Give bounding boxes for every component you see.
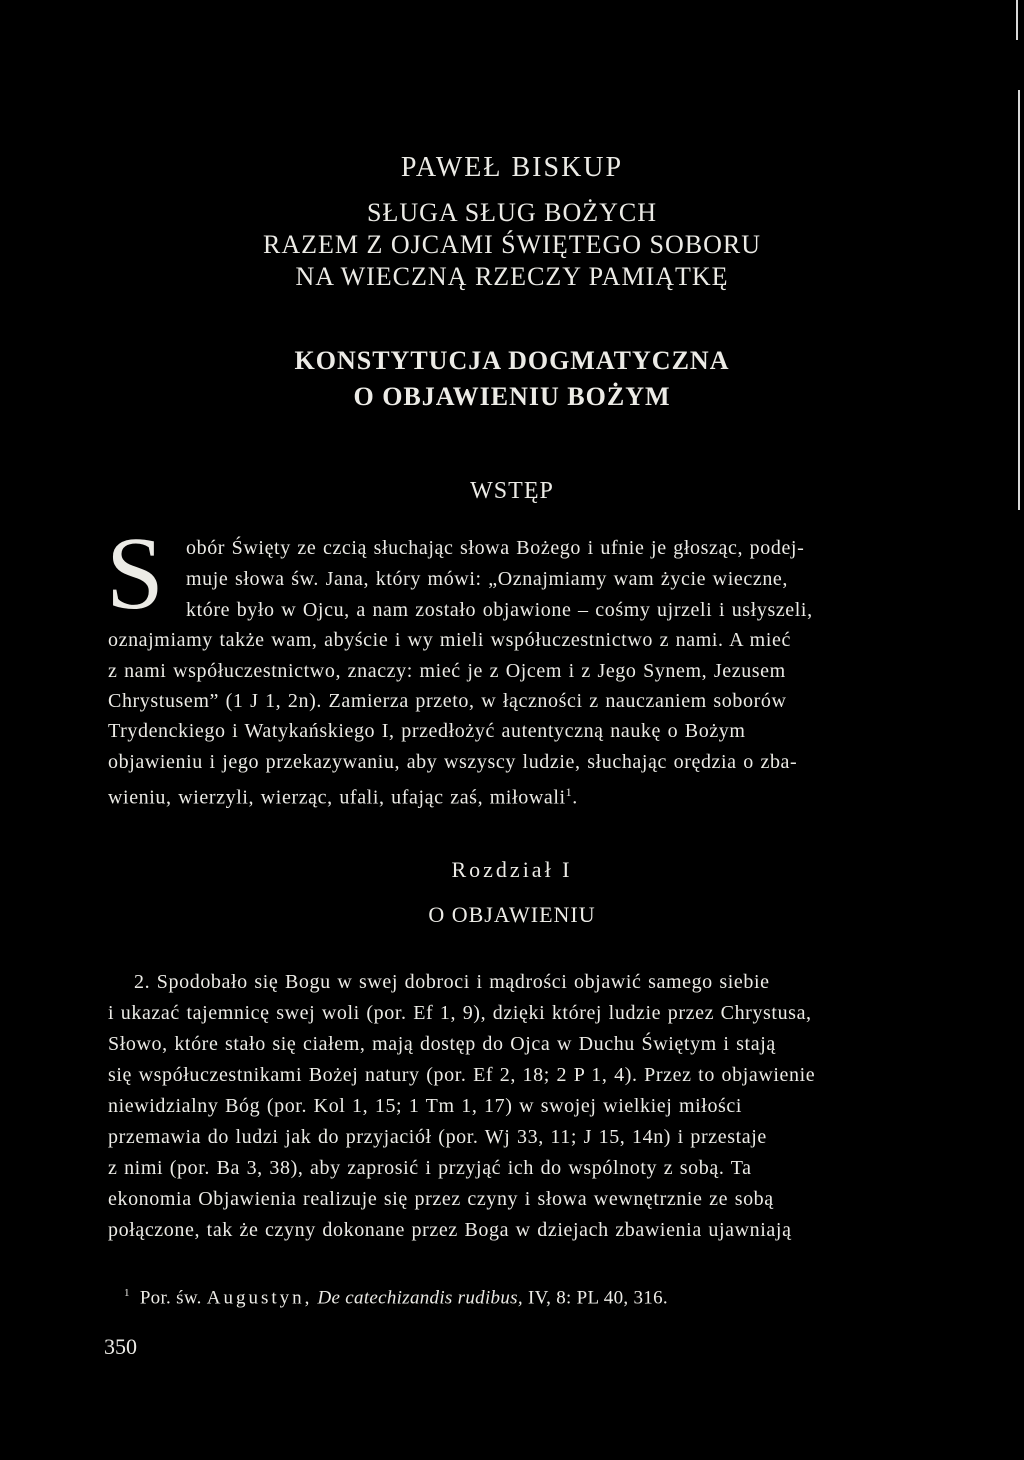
- footnote-work: De catechizandis rudibus,: [317, 1287, 523, 1309]
- chapter-line-3: Słowo, które stało się ciałem, mają dostęp do Ojca w Duchu Świętym i stają: [108, 1033, 776, 1055]
- intro-line-2: muje słowa św. Jana, który mówi: „Oznajmiamy wam życie wieczne,: [186, 568, 788, 590]
- chapter-line-2: i ukazać tajemnicę swej woli (por. Ef 1, 9), dzięki której ludzie przez Chrystusa,: [108, 1002, 812, 1024]
- intro-line-6: Chrystusem” (1 J 1, 2n). Zamierza przeto, w łączności z nauczaniem soborów: [108, 690, 787, 712]
- subtitle-line-2: RAZEM Z OJCAMI ŚWIĘTEGO SOBORU: [263, 230, 761, 259]
- intro-line-3: które było w Ojcu, a nam zostało objawione – cośmy ujrzeli i usłyszeli,: [186, 599, 813, 621]
- chapter-line-9: połączone, tak że czyny dokonane przez Boga w dziejach zbawienia ujawniają: [108, 1219, 792, 1241]
- intro-line-4: oznajmiamy także wam, abyście i wy mieli współuczestnictwo z nami. A mieć: [108, 629, 791, 651]
- footnote-citation: IV, 8: PL 40, 316.: [527, 1287, 668, 1309]
- intro-line-1: obór Święty ze czcią słuchając słowa Bożego i ufnie je głosząc, podej-: [186, 537, 805, 559]
- chapter-line-7: z nimi (por. Ba 3, 38), aby zaprosić i przyjąć ich do wspólnoty z sobą. Ta: [108, 1157, 752, 1179]
- footnote-number: 1: [124, 1287, 130, 1299]
- author-heading: PAWEŁ BISKUP: [400, 152, 624, 183]
- page-number: 350: [104, 1334, 137, 1359]
- intro-line-9-period: .: [572, 786, 578, 809]
- chapter-line-5: niewidzialny Bóg (por. Kol 1, 15; 1 Tm 1, 17) w swojej wielkiej miłości: [108, 1095, 743, 1117]
- chapter-line-1: 2. Spodobało się Bogu w swej dobroci i mądrości objawić samego siebie: [134, 971, 770, 993]
- intro-line-7: Trydenckiego i Watykańskiego I, przedłożyć autentyczną naukę o Bożym: [108, 720, 746, 742]
- chapter-label: Rozdział I: [451, 857, 573, 882]
- drop-cap: S: [106, 516, 164, 631]
- intro-line-9: [108, 780, 578, 810]
- chapter-line-6: przemawia do ludzi jak do przyjaciół (por. Wj 33, 11; J 15, 14n) i przestaje: [108, 1126, 767, 1148]
- footnote: [124, 1287, 668, 1309]
- page-edge-line-top: [1016, 0, 1018, 40]
- intro-heading: WSTĘP: [470, 478, 554, 504]
- chapter-line-4: się współuczestnikami Bożej natury (por. Ef 2, 18; 2 P 1, 4). Przez to objawienie: [108, 1064, 816, 1086]
- chapter-line-8: ekonomia Objawienia realizuje się przez czyny i słowa wewnętrznie ze sobą: [108, 1188, 774, 1210]
- intro-line-5: z nami współuczestnictwo, znaczy: mieć je z Ojcem i z Jego Synem, Jezusem: [108, 660, 786, 682]
- footnote-prefix: Por. św.: [139, 1287, 202, 1309]
- intro-line-9-text: wieniu, wierzyli, wierząc, ufali, ufając zaś, miłowali: [108, 786, 566, 809]
- chapter-title: O OBJAWIENIU: [428, 902, 596, 927]
- subtitle-line-1: SŁUGA SŁUG BOŻYCH: [366, 198, 658, 227]
- subtitle-line-3: NA WIECZNĄ RZECZY PAMIĄTKĘ: [295, 262, 729, 291]
- intro-line-8: objawieniu i jego przekazywaniu, aby wszyscy ludzie, słuchając orędzia o zba-: [108, 751, 798, 773]
- footnote-reference: 1: [565, 785, 573, 799]
- document-title-line-2: O OBJAWIENIU BOŻYM: [353, 382, 671, 411]
- footnote-author: Augustyn,: [206, 1287, 313, 1309]
- document-title-line-1: KONSTYTUCJA DOGMATYCZNA: [294, 346, 730, 375]
